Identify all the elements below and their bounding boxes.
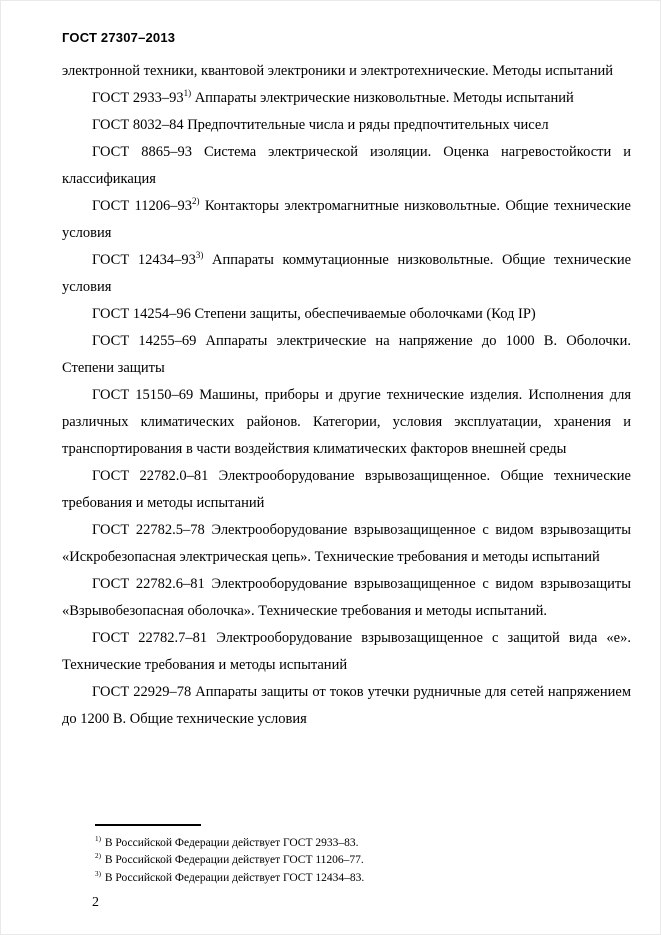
paragraph-text: ГОСТ 22929–78 Аппараты защиты от токов утечки рудничные для сетей напряжением до 1200 В. Общие технические условия [62,684,631,727]
paragraph-text: ГОСТ 12434–93 [92,252,196,268]
paragraph-text: ГОСТ 8032–84 Предпочтительные числа и ряды предпочтительных чисел [92,117,549,133]
paragraph-text: Аппараты электрические низковольтные. Методы испытаний [191,90,574,106]
paragraph-text: ГОСТ 22782.7–81 Электрооборудование взрывозащищенное с защитой вида «е». Технические требования и методы испытаний [62,630,631,673]
paragraph [62,679,631,733]
paragraph-text: ГОСТ 22782.6–81 Электрооборудование взрывозащищенное с видом взрывозащиты «Взрывобезопасная оболочка». Технические требования и методы испытаний. [62,576,631,619]
paragraph [62,85,631,112]
paragraph [62,112,631,139]
footnote-marker: 3) [95,869,101,878]
paragraph-text: Аппараты коммутационные низковольтные. Общие технические условия [62,252,632,295]
paragraph [62,571,631,625]
paragraph-text: ГОСТ 22782.0–81 Электрооборудование взрывозащищенное. Общие технические требования и методы испытаний [62,468,631,511]
paragraph-text: ГОСТ 15150–69 Машины, приборы и другие технические изделия. Исполнения для различных климатических районов. Категории, условия эксплуатации, хранения и транспортирования в части воздействия климатических факторов внешней среды [62,387,631,457]
footnote [95,835,631,853]
document-body [62,58,631,733]
page-header [62,30,631,45]
footnote [95,852,631,870]
footnotes-section [95,818,631,888]
paragraph-text: ГОСТ 8865–93 Система электрической изоляции. Оценка нагревостойкости и классификация [62,144,631,187]
paragraph [62,193,631,247]
paragraph-text: Контакторы электромагнитные низковольтные. Общие технические условия [62,198,631,241]
paragraph [62,625,631,679]
paragraph [62,382,631,463]
paragraph [62,517,631,571]
footnote-marker: 1) [95,834,101,843]
paragraph [62,58,631,85]
footnote-list [95,835,631,888]
footnote-text: В Российской Федерации действует ГОСТ 11206–77. [101,854,364,866]
footnote-ref: 2) [192,196,200,207]
paragraph-text: ГОСТ 14255–69 Аппараты электрические на напряжение до 1000 В. Оболочки. Степени защиты [62,333,631,376]
footnote [95,870,631,888]
paragraph-text: ГОСТ 11206–93 [92,198,193,214]
footnote-marker: 2) [95,852,101,861]
paragraph-text: ГОСТ 14254–96 Степени защиты, обеспечиваемые оболочками (Код IP) [92,306,536,322]
footnote-ref: 3) [195,250,204,261]
paragraph [62,301,631,328]
footnote-text: В Российской Федерации действует ГОСТ 12434–83. [101,871,365,884]
page-number: 2 [92,895,99,910]
paragraph [62,247,631,301]
footnote-ref: 1) [183,88,192,99]
paragraph [62,139,631,193]
footnote-divider [95,824,201,826]
footnote-text: В Российской Федерации действует ГОСТ 2933–83. [101,836,359,849]
standard-designation: ГОСТ 27307–2013 [62,30,176,45]
paragraph-text: электронной техники, квантовой электроники и электротехнические. Методы испытаний [62,63,614,79]
paragraph [62,328,631,382]
paragraph [62,463,631,517]
paragraph-text: ГОСТ 2933–93 [92,90,184,106]
paragraph-text: ГОСТ 22782.5–78 Электрооборудование взрывозащищенное с видом взрывозащиты «Искробезопасная электрическая цепь». Технические требования и методы испытаний [62,522,631,565]
